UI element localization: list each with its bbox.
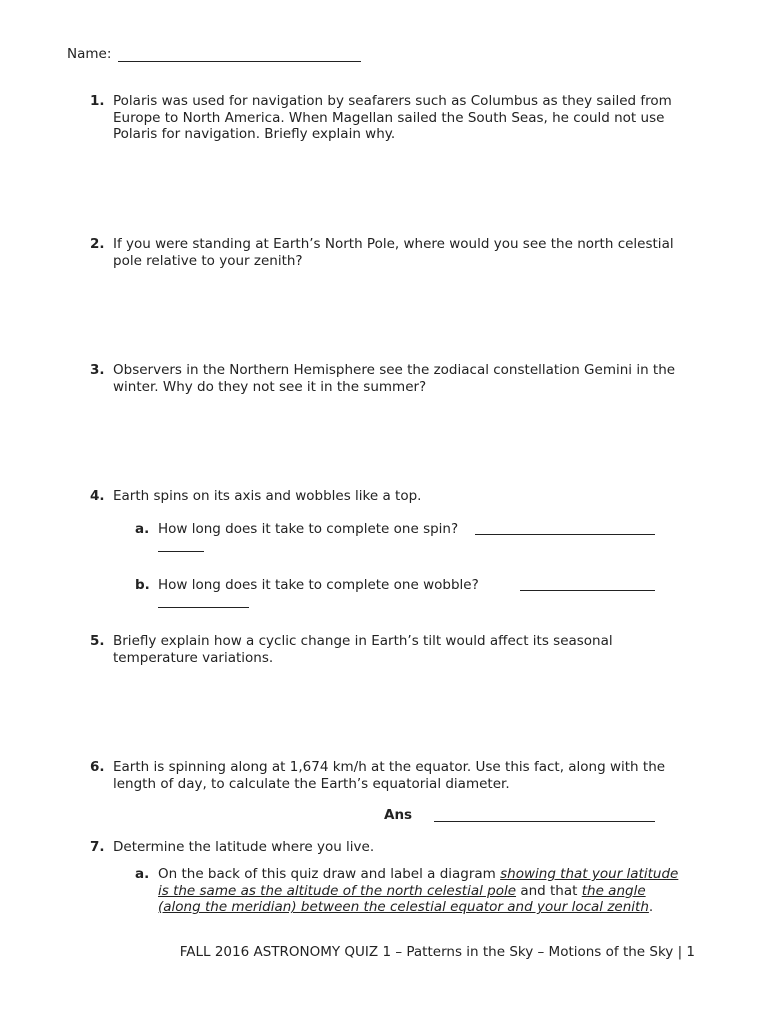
question-7a-text-plain: On the back of this quiz draw and label a diagram	[158, 866, 501, 882]
question-number-5: 5.	[90, 633, 105, 649]
question-6-text	[113, 759, 665, 792]
question-number-6: 6.	[90, 759, 105, 775]
answer-label: Ans	[384, 807, 413, 823]
question-6-line-1: Earth is spinning along at 1,674 km/h at the equator. Use this fact, along with the	[113, 759, 666, 775]
question-1-text	[113, 93, 672, 143]
question-4a-letter: a.	[135, 521, 150, 537]
question-7a-letter: a.	[135, 866, 150, 882]
question-4a-text: How long does it take to complete one spin?	[158, 521, 459, 537]
question-number-1: 1.	[90, 93, 105, 109]
question-1-line-1: Polaris was used for navigation by seafarers such as Columbus as they sailed from	[113, 93, 672, 109]
question-1-line-2: Europe to North America. When Magellan sailed the South Seas, he could not use	[113, 109, 665, 126]
answer-line-6[interactable]	[434, 821, 655, 822]
question-3-text	[113, 362, 675, 395]
question-7a-underlined-4: (along the meridian) between the celestial equator and your local zenith	[158, 899, 649, 915]
question-7a-underlined-1: showing that your latitude	[500, 866, 679, 882]
question-7a-underlined-2: is the same as the altitude of the north celestial pole	[158, 882, 517, 899]
question-7a-line-1	[158, 866, 678, 883]
answer-line-4a-cont[interactable]	[158, 551, 204, 552]
question-3-line-1: Observers in the Northern Hemisphere see the zodiacal constellation Gemini in the	[113, 362, 676, 378]
question-number-3: 3.	[90, 362, 105, 378]
question-number-7: 7.	[90, 839, 105, 855]
question-1-line-3: Polaris for navigation. Briefly explain why.	[113, 126, 396, 142]
question-number-2: 2.	[90, 236, 105, 252]
question-number-4: 4.	[90, 488, 105, 504]
question-2-line-1: If you were standing at Earth’s North Pole, where would you see the north celestial	[113, 236, 674, 252]
question-4b-letter: b.	[135, 577, 150, 593]
question-7a-line-2	[158, 883, 678, 900]
question-4-text: Earth spins on its axis and wobbles like a top.	[113, 488, 422, 504]
answer-line-4b-cont[interactable]	[158, 607, 249, 608]
question-7-text: Determine the latitude where you live.	[113, 839, 375, 855]
question-2-text	[113, 236, 674, 269]
name-label: Name:	[67, 46, 112, 62]
name-field[interactable]	[118, 61, 361, 62]
question-4b-text: How long does it take to complete one wobble?	[158, 577, 479, 593]
answer-line-4b[interactable]	[520, 590, 655, 591]
answer-line-4a[interactable]	[475, 534, 655, 535]
question-6-line-2: length of day, to calculate the Earth’s equatorial diameter.	[113, 775, 510, 792]
question-3-line-2: winter. Why do they not see it in the summer?	[113, 378, 427, 395]
question-7a-period: .	[648, 899, 654, 915]
question-7a-underlined-3: the angle	[581, 882, 646, 899]
question-5-text	[113, 633, 613, 666]
question-2-line-2: pole relative to your zenith?	[113, 252, 303, 269]
question-7a-text	[158, 866, 678, 916]
question-5-line-1: Briefly explain how a cyclic change in Earth’s tilt would affect its seasonal	[113, 633, 613, 649]
question-7a-text-plain-2: and that	[516, 882, 582, 899]
question-7a-line-3	[158, 899, 678, 916]
page-footer: FALL 2016 ASTRONOMY QUIZ 1 – Patterns in the Sky – Motions of the Sky | 1	[179, 944, 695, 960]
question-5-line-2: temperature variations.	[113, 649, 274, 666]
